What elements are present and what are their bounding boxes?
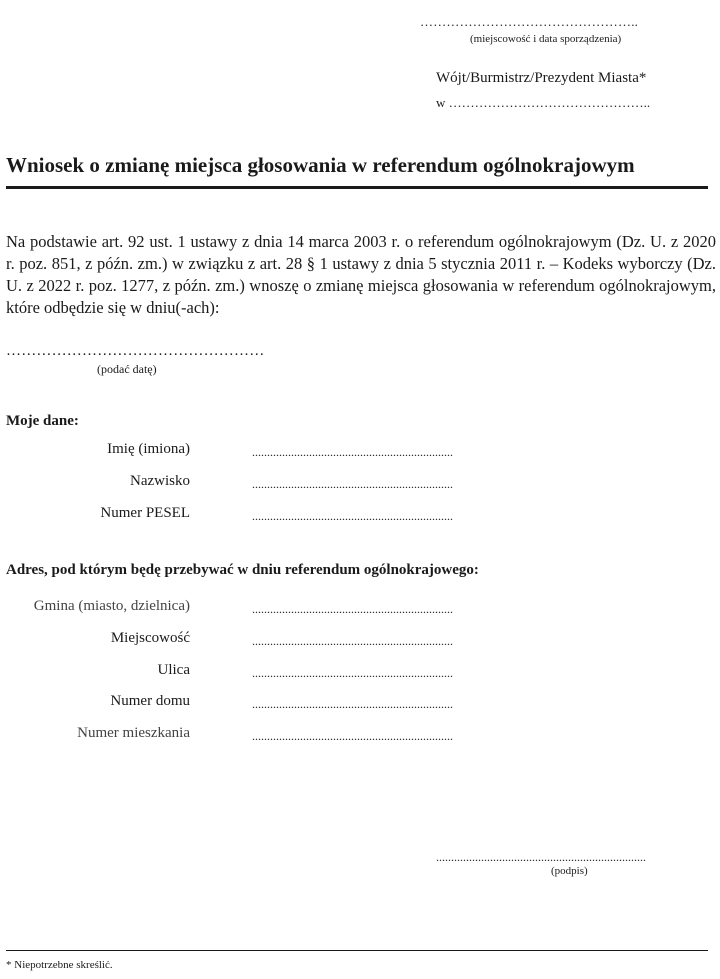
surname-field[interactable]: ................................................................... — [252, 477, 453, 491]
house-number-field[interactable]: ................................................................... — [252, 697, 453, 711]
signature-caption: (podpis) — [551, 865, 588, 877]
title-rule — [6, 186, 708, 189]
street-label: Ulica — [157, 662, 190, 678]
signature-line[interactable]: ...................................................................... — [436, 850, 646, 864]
date-line[interactable]: …………………………………………… — [6, 343, 265, 359]
house-number-label: Numer domu — [110, 693, 190, 709]
personal-heading: Moje dane: — [6, 413, 79, 429]
recipient-line[interactable]: w ……………………………………….. — [436, 95, 651, 110]
locality-label: Miejscowość — [110, 630, 190, 646]
pesel-label: Numer PESEL — [100, 505, 190, 521]
surname-label: Nazwisko — [130, 473, 190, 489]
first-name-field[interactable]: ................................................................... — [252, 445, 453, 459]
footnote-rule — [6, 950, 708, 951]
document-title: Wniosek o zmianę miejsca głosowania w referendum ogólnokrajowym — [6, 153, 635, 177]
address-heading: Adres, pod którym będę przebywać w dniu referendum ogólnokrajowego: — [6, 562, 479, 578]
municipality-field[interactable]: ................................................................... — [252, 602, 453, 616]
pesel-field[interactable]: ................................................................... — [252, 509, 453, 523]
intro-paragraph: Na podstawie art. 92 ust. 1 ustawy z dnia 14 marca 2003 r. o referendum ogólnokrajowym (Dz. U. z 2020 r. poz. 851, z późn. zm.) w związku z art. 28 § 1 ustawy z dnia 5 stycznia 2011 r. – Kodeks wyborczy (Dz. U. z 2022 r. poz. 1277, z późn. zm.) wnoszę o zmianę miejsca głosowania w referendum ogólnokrajowym, które odbędzie się w dniu(-ach): — [6, 232, 716, 317]
locality-field[interactable]: ................................................................... — [252, 634, 453, 648]
recipient-title: Wójt/Burmistrz/Prezydent Miasta* — [436, 70, 647, 86]
apartment-number-label: Numer mieszkania — [77, 725, 190, 741]
date-caption: (podać datę) — [97, 362, 157, 376]
footnote: * Niepotrzebne skreślić. — [6, 959, 113, 971]
apartment-number-field[interactable]: ................................................................... — [252, 729, 453, 743]
municipality-label: Gmina (miasto, dzielnica) — [33, 598, 190, 614]
place-date-line[interactable]: ………………………………………….. — [420, 14, 639, 29]
place-date-caption: (miejscowość i data sporządzenia) — [470, 33, 622, 45]
first-name-label: Imię (imiona) — [107, 441, 190, 457]
street-field[interactable]: ................................................................... — [252, 666, 453, 680]
